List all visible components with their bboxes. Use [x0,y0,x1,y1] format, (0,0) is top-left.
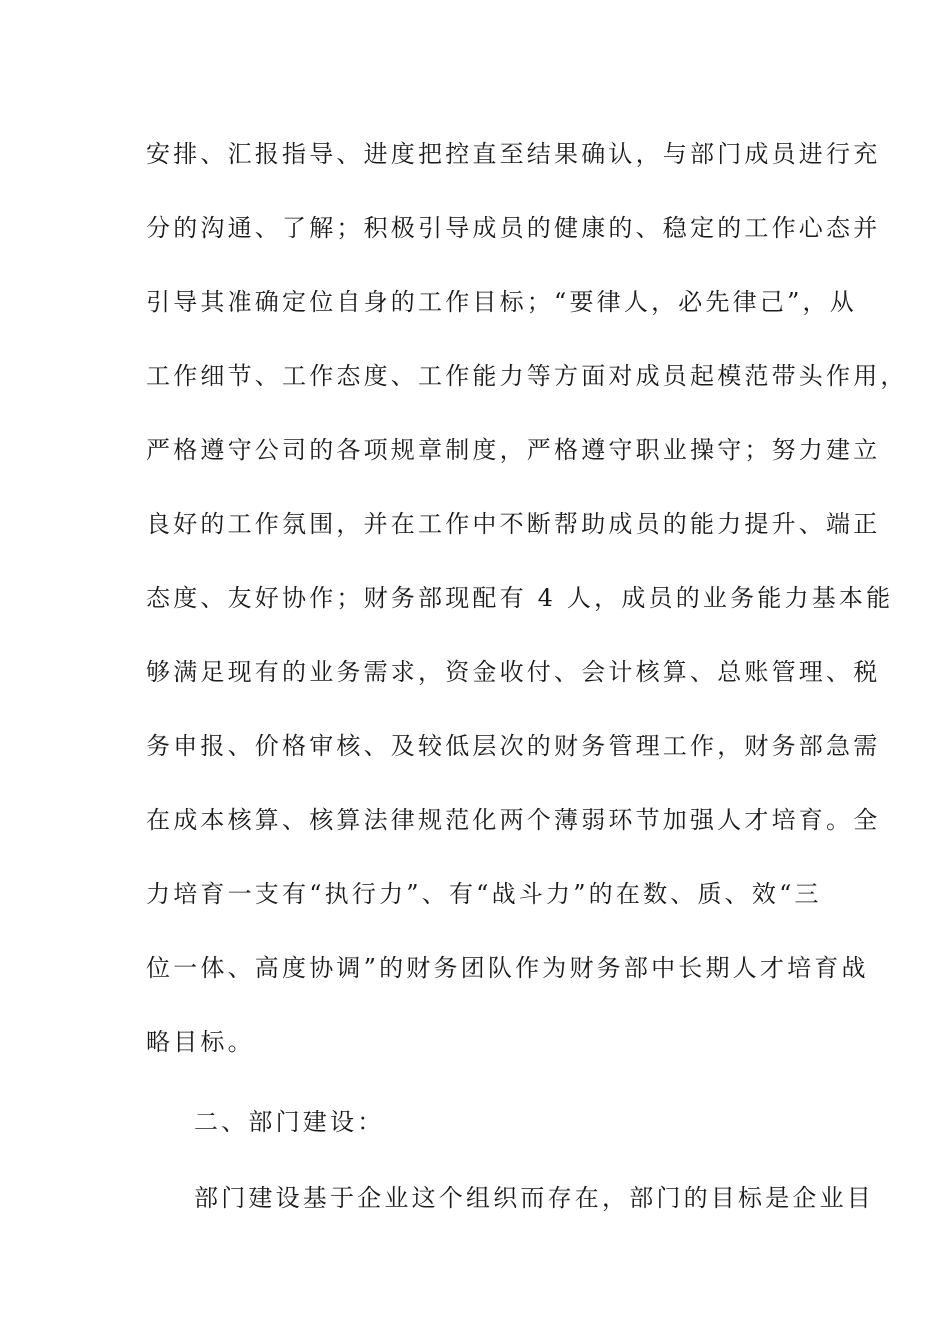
paragraph-line: 位一体、高度协调”的财务团队作为财务部中长期人才培育战 [146,954,869,982]
paragraph-line: 在成本核算、核算法律规范化两个薄弱环节加强人才培育。全 [146,806,881,834]
paragraph-line: 力培育一支有“执行力”、有“战斗力”的在数、质、效“三 [146,880,822,908]
paragraph-line: 分的沟通、了解；积极引导成员的健康的、稳定的工作心态并 [146,214,881,242]
paragraph-line: 工作细节、工作态度、工作能力等方面对成员起模范带头作用， [146,362,908,390]
paragraph-line: 够满足现有的业务需求，资金收付、会计核算、总账管理、税 [146,658,881,686]
paragraph-line: 部门建设基于企业这个组织而存在，部门的目标是企业目 [194,1184,874,1212]
paragraph-line: 略目标。 [146,1028,255,1056]
paragraph-line: 态度、友好协作；财务部现配有 4 人，成员的业务能力基本能 [146,584,894,612]
paragraph-line: 严格遵守公司的各项规章制度，严格遵守职业操守；努力建立 [146,436,881,464]
paragraph-line: 安排、汇报指导、进度把控直至结果确认，与部门成员进行充 [146,140,881,168]
paragraph-line: 引导其准确定位自身的工作目标；“要律人，必先律己”，从 [146,288,857,316]
paragraph-line: 良好的工作氛围，并在工作中不断帮助成员的能力提升、端正 [146,510,881,538]
paragraph-line: 务申报、价格审核、及较低层次的财务管理工作，财务部急需 [146,732,881,760]
section-heading: 二、部门建设： [194,1108,385,1136]
